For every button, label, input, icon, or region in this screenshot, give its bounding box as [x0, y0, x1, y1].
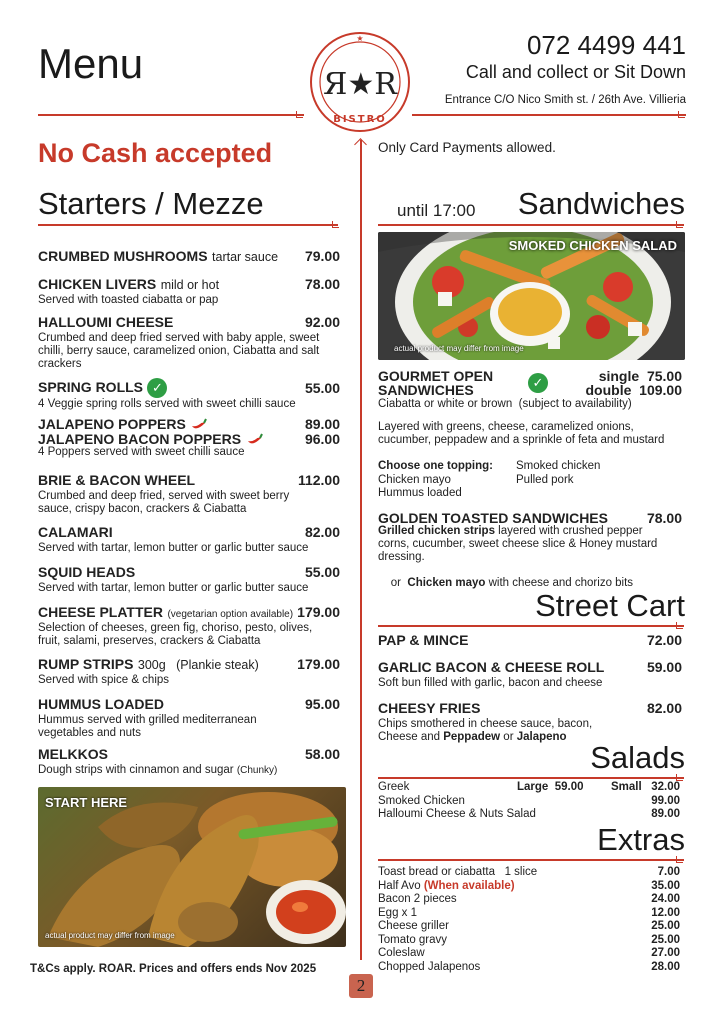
header-rule-left	[38, 114, 304, 116]
street-cart-list	[378, 632, 684, 742]
item-description: Crumbed and deep fried served with baby apple, sweet chilli, berry sauce, caramelized onion, Ciabatta and salt crackers	[38, 332, 320, 370]
photo-disclaimer: actual product may differ from image	[394, 344, 524, 353]
topping-label: Choose one topping:	[378, 460, 493, 472]
extra-price: 12.00	[651, 906, 680, 919]
menu-item	[38, 276, 342, 314]
item-price: 55.00	[304, 564, 340, 580]
item-name: SANDWICHES	[378, 382, 474, 398]
item-description-text: or	[500, 731, 517, 743]
extra-name: Tomato gravy	[378, 933, 448, 946]
item-description	[378, 525, 674, 564]
starters-rule	[38, 224, 338, 226]
starters-list	[38, 248, 342, 780]
no-cash-notice: No Cash accepted	[38, 138, 273, 168]
extra-name: Egg x 1	[378, 906, 417, 919]
photo-label: START HERE	[45, 795, 128, 810]
topping-option: Hummus loaded	[378, 487, 462, 499]
single-price: 75.00	[646, 368, 682, 384]
extra-price: 27.00	[651, 947, 680, 959]
rule-tick	[676, 774, 683, 781]
extra-row	[378, 920, 684, 934]
item-name: CHEESY FRIES	[378, 700, 481, 716]
extra-row	[378, 907, 684, 921]
item-description-text: Cheese and	[378, 731, 444, 743]
extra-price: 35.00	[651, 879, 680, 892]
item-description-bold: Chicken mayo	[407, 577, 486, 589]
rule-tick	[678, 111, 685, 118]
column-divider	[360, 140, 362, 960]
card-only-notice: Only Card Payments allowed.	[378, 140, 556, 155]
item-price: 78.00	[646, 510, 682, 526]
item-name: JALAPENO POPPERS	[38, 416, 186, 432]
item-description-note: (Chunky)	[236, 765, 278, 776]
salad-size-large	[517, 781, 584, 795]
item-price: 78.00	[304, 276, 340, 292]
photo-label: SMOKED CHICKEN SALAD	[508, 238, 677, 253]
large-label: Large	[517, 781, 549, 793]
item-name: CRUMBED MUSHROOMS	[38, 248, 208, 264]
item-name: GARLIC BACON & CHEESE ROLL	[378, 659, 605, 675]
rule-tick	[332, 221, 339, 228]
menu-item	[38, 416, 342, 472]
item-name: MELKKOS	[38, 746, 108, 762]
extra-price: 28.00	[651, 960, 680, 973]
rule-tick	[296, 111, 303, 118]
item-description-text: or	[390, 577, 408, 589]
menu-item	[38, 314, 342, 378]
salads-rule	[378, 777, 684, 779]
phone-number: 072 4499 441	[526, 30, 686, 60]
extra-row	[378, 893, 684, 907]
extras-title: Extras	[597, 822, 685, 857]
item-description-bold: Peppadew	[443, 731, 501, 743]
item-name: CALAMARI	[38, 524, 113, 540]
chili-icon	[246, 433, 264, 447]
item-price: 96.00	[304, 431, 340, 447]
salad-name: Smoked Chicken	[378, 794, 465, 807]
item-description-text: layered with crushed pepper corns, cucumber, sweet cheese slice & Honey mustard dressing.	[378, 525, 658, 563]
extra-name: Coleslaw	[378, 947, 425, 959]
item-name: SQUID HEADS	[38, 564, 136, 580]
item-price: 59.00	[646, 659, 682, 675]
extra-row	[378, 880, 684, 894]
rule-tick	[676, 221, 683, 228]
extra-row	[378, 866, 684, 880]
menu-item	[38, 378, 342, 416]
address: Entrance C/O Nico Smith st. / 26th Ave. Villieria	[444, 94, 686, 106]
extra-availability: (When available)	[423, 879, 515, 892]
item-name: CHICKEN LIVERS	[38, 276, 157, 292]
item-price: 179.00	[297, 604, 340, 620]
check-icon: ✓	[147, 378, 167, 398]
item-description: Hummus served with grilled mediterranean vegetables and nuts	[38, 714, 257, 739]
starters-title: Starters / Mezze	[38, 186, 264, 221]
terms-note: T&Cs apply. ROAR. Prices and offers ends Nov 2025	[30, 963, 317, 975]
salad-name: Greek	[378, 781, 410, 793]
item-name: PAP & MINCE	[378, 632, 469, 648]
item-price: 72.00	[646, 632, 682, 648]
melkkos-photo	[38, 787, 346, 947]
menu-item	[378, 632, 684, 659]
menu-item	[38, 472, 342, 524]
salad-name: Halloumi Cheese & Nuts Salad	[378, 808, 536, 820]
item-note: tartar sauce	[212, 250, 279, 264]
item-description: Selection of cheeses, green fig, choriso, pesto, olives, fruit, salami, preserves, crackers & Ciabatta	[38, 622, 313, 647]
divider-cap	[354, 138, 367, 151]
double-price: 109.00	[639, 382, 682, 398]
item-price: 58.00	[304, 746, 340, 762]
item-description: Ciabatta or white or brown (subject to availability)	[378, 398, 632, 410]
menu-item	[38, 696, 342, 746]
salad-row	[378, 808, 684, 822]
item-price: 112.00	[297, 472, 340, 488]
extra-name: Half Avo	[378, 879, 424, 892]
item-name: BRIE & BACON WHEEL	[38, 472, 196, 488]
item-description: Served with tartar, lemon butter or garlic butter sauce	[38, 582, 309, 594]
extra-row	[378, 947, 684, 961]
extra-name: Bacon 2 pieces	[378, 893, 457, 905]
item-description: 4 Poppers served with sweet chilli sauce	[38, 446, 245, 458]
salad-price: 32.00	[651, 781, 680, 793]
item-description: Served with toasted ciabatta or pap	[38, 294, 219, 306]
svg-text:BISTRO: BISTRO	[333, 114, 387, 125]
item-description: Served with tartar, lemon butter or garlic butter sauce	[38, 542, 309, 554]
salad-price: 99.00	[651, 794, 680, 807]
gourmet-sandwiches	[378, 368, 684, 412]
chili-icon	[190, 418, 208, 432]
sandwiches-hours: until 17:00	[397, 201, 476, 220]
sandwiches-rule	[378, 224, 684, 226]
salad-row	[378, 795, 684, 809]
extra-price: 7.00	[657, 866, 680, 878]
menu-item	[38, 564, 342, 604]
item-description-bold: Grilled chicken strips	[378, 525, 495, 537]
item-description: 4 Veggie spring rolls served with sweet chilli sauce	[38, 398, 296, 410]
extra-name: Chopped Jalapenos	[378, 960, 481, 973]
svg-text:Я★R: Я★R	[323, 67, 397, 102]
item-price: 179.00	[297, 656, 340, 672]
topping-option: Pulled pork	[516, 473, 574, 486]
extra-price: 25.00	[651, 920, 680, 932]
menu-item	[38, 746, 342, 780]
salad-size-small	[611, 781, 645, 795]
smoked-chicken-salad-photo	[378, 232, 685, 360]
item-note: mild or hot	[160, 278, 220, 292]
menu-item	[378, 659, 684, 700]
rule-tick	[676, 622, 683, 629]
double-label: double	[585, 382, 632, 398]
extras-list	[378, 866, 684, 974]
item-price: 79.00	[304, 248, 340, 264]
extra-name: Toast bread or ciabatta 1 slice	[378, 866, 538, 878]
extra-row	[378, 934, 684, 948]
page-title: Menu	[38, 40, 144, 87]
item-name: GOLDEN TOASTED SANDWICHES	[378, 510, 608, 526]
item-note: 300g (Plankie steak)	[137, 658, 259, 672]
item-price: 89.00	[304, 416, 340, 432]
single-label: single	[598, 368, 640, 384]
salad-price: 89.00	[651, 808, 680, 820]
item-name: CHEESE PLATTER	[38, 604, 163, 620]
item-name: RUMP STRIPS	[38, 656, 134, 672]
item-description: Chips smothered in cheese sauce, bacon,	[378, 718, 593, 730]
item-description	[38, 764, 342, 777]
item-description-bold: Jalapeno	[516, 731, 567, 743]
extras-rule	[378, 859, 684, 861]
item-description-text: Dough strips with cinnamon and sugar	[38, 764, 234, 776]
extra-price: 25.00	[651, 933, 680, 946]
item-name: HALLOUMI CHEESE	[38, 314, 174, 330]
menu-item	[38, 248, 342, 276]
large-price: 59.00	[554, 781, 584, 793]
check-icon: ✓	[528, 373, 548, 393]
item-price: 92.00	[304, 314, 340, 330]
street-cart-rule	[378, 625, 684, 627]
menu-item	[38, 604, 342, 656]
topping-option: Smoked chicken	[516, 460, 601, 472]
extra-row	[378, 961, 684, 975]
rule-tick	[676, 856, 683, 863]
photo-disclaimer: actual product may differ from image	[45, 931, 175, 940]
menu-item	[38, 656, 342, 696]
item-price: 82.00	[304, 524, 340, 540]
tagline: Call and collect or Sit Down	[465, 62, 686, 82]
topping-option: Chicken mayo	[378, 473, 451, 486]
item-description: Served with spice & chips	[38, 674, 170, 686]
item-description-text: with cheese and chorizo bits	[485, 577, 634, 589]
item-description: Soft bun filled with garlic, bacon and cheese	[378, 677, 603, 689]
page-number: 2	[349, 974, 373, 998]
menu-item	[378, 700, 684, 742]
extra-price: 24.00	[651, 893, 680, 905]
bistro-logo	[308, 30, 412, 134]
menu-item	[38, 524, 342, 564]
salads-list	[378, 781, 684, 822]
item-name: GOURMET OPEN	[378, 368, 494, 384]
toppings-block	[378, 460, 684, 501]
small-label: Small	[611, 781, 642, 793]
item-price: 55.00	[304, 380, 340, 396]
svg-text:★: ★	[356, 34, 364, 43]
extra-name: Cheese griller	[378, 920, 449, 932]
salads-title: Salads	[590, 740, 685, 775]
header-rule-right	[412, 114, 686, 116]
item-name: HUMMUS LOADED	[38, 696, 164, 712]
item-name: JALAPENO BACON POPPERS	[38, 431, 242, 447]
item-price: 95.00	[304, 696, 340, 712]
salad-row	[378, 781, 684, 795]
street-cart-title: Street Cart	[535, 588, 685, 623]
gourmet-layered-description: Layered with greens, cheese, caramelized onions, cucumber, peppadew and a sprinkle of feta and mustard	[378, 421, 665, 446]
sandwiches-title: Sandwiches	[517, 186, 685, 221]
item-name: SPRING ROLLS	[38, 379, 144, 396]
item-note: (vegetarian option available)	[167, 609, 294, 620]
item-description: Crumbed and deep fried, served with sweet berry sauce, crispy bacon, crackers & Ciabatta	[38, 490, 290, 515]
item-price: 82.00	[646, 700, 682, 716]
